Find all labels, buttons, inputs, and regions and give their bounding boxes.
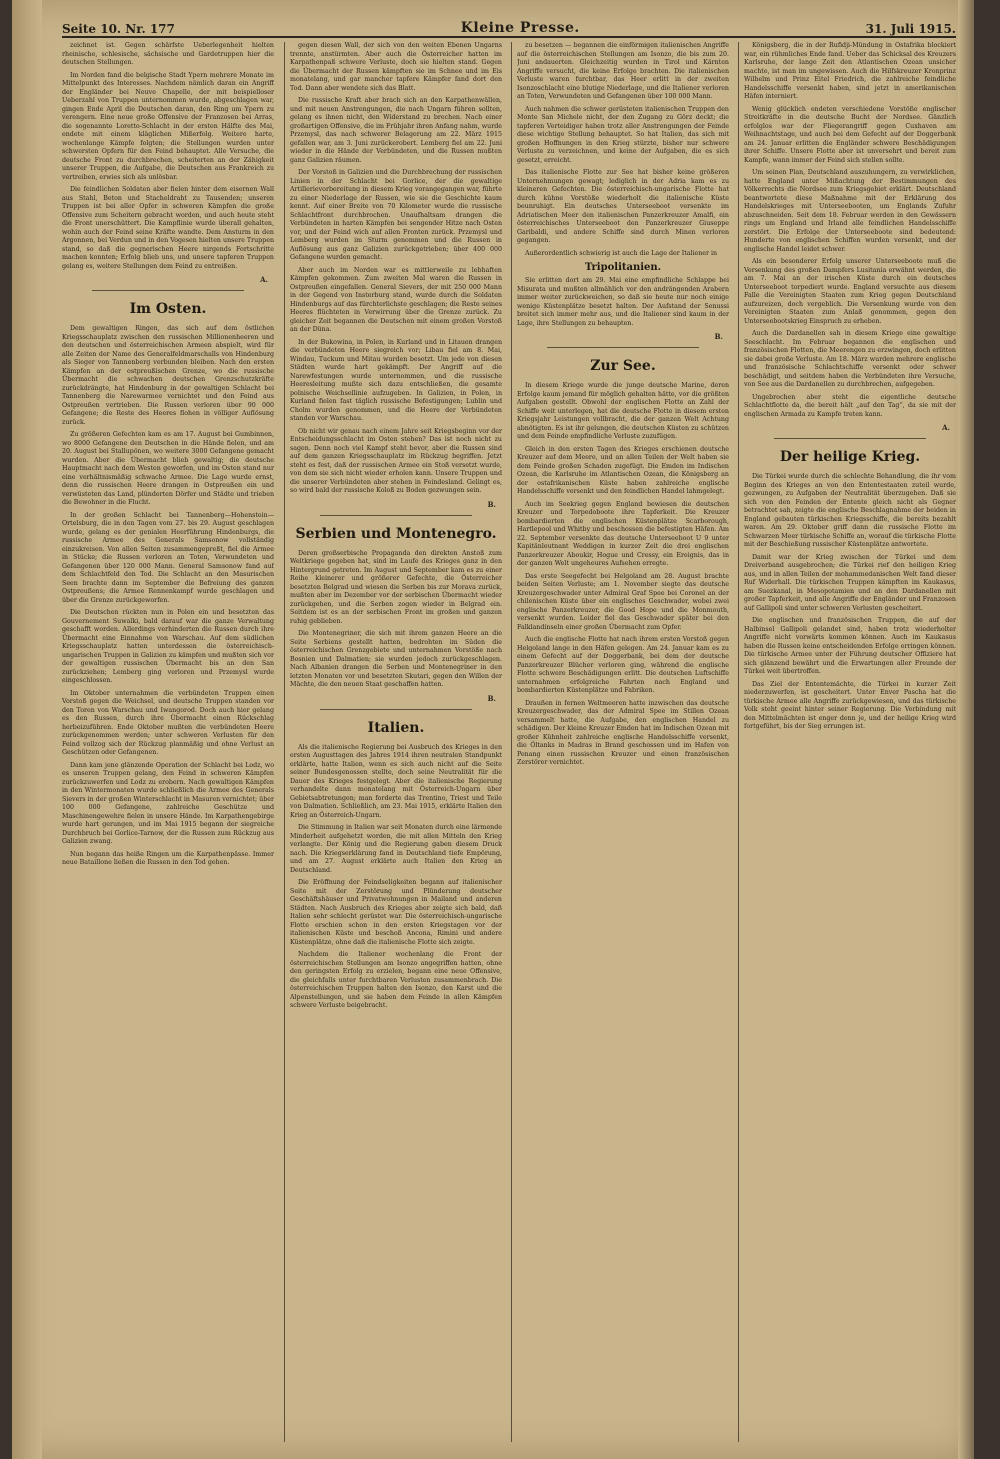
paragraph: Im Oktober unternahmen die verbündeten Truppen einen Vorstoß gegen die Weichsel, und deutsche Truppen standen vor den Toren von Warschau und Iwangorod. Doch auch hier gelang es den Russen, durch ihre Übermacht einen Rückschlag herbeizuführen. Ende Oktober mußten die verbündeten Heere zurückgenommen werden; unter schweren Verlusten für den Feind vollzog sich der Rückzug planmäßig und ohne Verlust an Geschützen oder Gefangenen. xyxy=(62,689,274,756)
paragraph: Königsberg, die in der Rufidji-Mündung in Ostafrika blockiert war, ein rühmliches Ende fand. Ueber das Schicksal des Kreuzers Karlsruhe, der lange Zeit den Atlantischen Ozean unsicher machte, ist man im ungewissen. Auch die Hilfskreuzer Kronprinz Wilhelm und Prinz Eitel Friedrich, die zahlreiche feindliche Handelsschiffe versenkt haben, sind jetzt in amerikanischen Häfen interniert. xyxy=(744,42,956,100)
author-signature: B. xyxy=(487,499,496,509)
divider xyxy=(92,290,244,291)
author-signature: B. xyxy=(714,332,723,341)
paragraph: Damit war der Krieg zwischen der Türkei und dem Dreiverband ausgebrochen; die Türkei rief den heiligen Krieg aus, und in allen Teilen der mohammedanischen Welt fand dieser Ruf Widerhall. Die türkischen Truppen kämpften im Kaukasus, am Suezkanal, in Mesopotamien und an den Dardanellen mit großer Tapferkeit, und alle Angriffe der Engländer und Franzosen auf Gallipoli sind unter schweren Verlusten gescheitert. xyxy=(744,553,956,612)
paragraph: In der großen Schlacht bei Tannenberg—Hohenstein—Ortelsburg, die in den Tagen vom 27. bis 29. August geschlagen wurde, gelang es der genialen Heerführung Hindenburgs, die russische Armee des Generals Samsonow vollständig einzukreisen. Von allen Seiten zusammengepreßt, fiel die Armee in Stücke; die Russen verloren an Toten, Verwundeten und Gefangenen über 120 000 Mann. General Samsonow fand auf dem Schlachtfeld den Tod. Die Schlacht an den Masurischen Seen brachte dann im September die Befreiung des ganzen Ostpreußens; die Armee Rennenkampf wurde geschlagen und über die Grenze zurückgeworfen. xyxy=(62,511,274,604)
paragraph: Die russische Kraft aber brach sich an den Karpathenwällen, und mit neuen Anstrengungen, die nach Ungarn führen sollten, gelang es ihnen nicht, den Widerstand zu brechen. Nach einer großartigen Offensive, die im Frühjahr ihren Anfang nahm, wurde Przemysl, das nach schwerer Belagerung am 22. März 1915 gefallen war, am 3. Juni zurückerobert. Lemberg fiel am 22. Juni wieder in die Hände der Verbündeten, und die Russen mußten ganz Galizien räumen. xyxy=(290,97,502,164)
paragraph: Außerordentlich schwierig ist auch die Lage der Italiener in xyxy=(525,249,718,257)
paragraph: Zu größeren Gefechten kam es am 17. August bei Gumbinnen, wo 8000 Gefangene den Deutschen in die Hände fielen, und am 20. August bei Stallupönen, wo weitere 3000 Gefangene gemacht wurden. Aber die Übermacht blieb gewaltig; die deutsche Hauptmacht nach dem Westen geworfen, und im Osten stand nur eine verhältnismäßig schwache Armee. Die Lage wurde ernst, denn die russischen Heere drangen in Ostpreußen ein und verwüsteten das Land, plünderten Dörfer und Städte und trieben die Bewohner in die Flucht. xyxy=(62,431,274,506)
paragraph: Nachdem die Italiener wochenlang die Front der österreichischen Stellungen am Isonzo angegriffen hatten, ohne den geringsten Erfolg zu erzielen, begann eine neue Offensive, die gleichfalls unter furchtbaren Verlusten zusammenbrach. Die österreichischen Truppen halten den Isonzo, den Karst und die Alpenstellungen, und sie haben dem Feinde in allen Kämpfen schwere Verluste beigebracht. xyxy=(290,951,502,1009)
section-heading-serbia: Serbien und Montenegro. xyxy=(295,525,497,542)
paragraph: zu besetzen — begannen die einförmigen italienischen Angriffe auf die österreichischen Stellungen am Isonzo, die bis zum 20. Juni andauerten. Gleichzeitig wurden in Tirol und Kärnten Angriffe versucht, die keine Erfolge brachten. Die italienischen Verluste waren furchtbar, das Heer erlitt in der zweiten Isonzoschlacht eine blutige Niederlage, und die Italiener verloren an Toten, Verwundeten und Gefangenen über 100 000 Mann. xyxy=(517,42,729,100)
divider xyxy=(774,438,926,439)
paragraph: Die feindlichen Soldaten aber fielen hinter dem eisernen Wall aus Stahl, Beton und Stacheldraht zu Tausenden; unseren Truppen ist bei aller Opfer in schweren Kämpfen die große Offensive zum Scheitern gebracht worden, und auch heute steht die Front unerschüttert. Die Kampflinie wurde überall gehalten, wohin auch der Feind seine Kräfte wandte. Dem Ansturm in den Argonnen, bei Verdun und in den Vogesen hielten unsere Truppen stand, so daß die gegnerischen Heere nirgends Fortschritte machen konnten; Erfolg blieb uns, und unsere tapferen Truppen gelang es, weitere Stellungen dem Feind zu entreißen. xyxy=(62,186,274,270)
divider xyxy=(320,709,472,710)
paragraph: Die Türkei wurde durch die schlechte Behandlung, die ihr vom Beginn des Krieges an von den Ententestaaten zuteil wurde, gezwungen, zu Aufgaben der Neutralität überzugehen. Daß sie sich von den Feinden der Entente gleich nicht als Gegner betrachtet sah, zeigte die englische Beschlagnahme der beiden in England gebauten türkischen Kriegsschiffe, die bereits bezahlt waren. Am 29. Oktober griff dann die russische Flotte im Schwarzen Meer türkische Schiffe an, worauf die türkische Flotte mit der Beschießung russischer Küstenplätze antwortete. xyxy=(744,473,956,548)
paragraph: Die Montenegriner, die sich mit ihrem ganzen Heere an die Seite Serbiens gestellt hatten, bedrohten im Süden die österreichischen Grenzgebiete und unternahmen Vorstöße nach Bosnien und Dalmatien; sie wurden jedoch zurückgeschlagen. Nach Albanien drangen die Serben und Montenegriner in den letzten Monaten vor und besetzten Skutari, gegen den Willen der Mächte, die den neuen Staat geschaffen hatten. xyxy=(290,630,502,688)
section-heading-holy-war: Der heilige Krieg. xyxy=(779,449,921,465)
paragraph: Deren großserbische Propaganda den direkten Anstoß zum Weltkriege gegeben hat, sind im Laufe des Krieges ganz in den Hintergrund getreten. Im August und September kam es zu einer Reihe kleinerer und größerer Gefechte, die Österreicher besetzten Belgrad und wiesen die Serben bis zur Morava zurück, mußten aber im Dezember vor der serbischen Übermacht wieder zurückgehen, und die Serben zogen wieder in Belgrad ein. Seitdem ist es an der serbischen Front im großen und ganzen ruhig geblieben. xyxy=(290,549,502,625)
paragraph: gegen diesen Wall, der sich von den weiten Ebenen Ungarns trennte, anstürmten. Aber auch die Österreicher hatten im Karpathenpaß schwere Verluste, doch sie hielten stand. Gegen die Übermacht der Russen kämpften sie im Schnee und im Eis monatelang, und gar mancher tapfere Kämpfer fand dort den Tod. Dann aber wendete sich das Blatt. xyxy=(290,42,502,92)
paragraph: Aber auch im Norden war es mittlerweile zu lebhaften Kämpfen gekommen. Zum zweiten Mal waren die Russen in Ostpreußen eingefallen. General Sievers, der mit 250 000 Mann in der Gegend von Insterburg stand, wurde durch die Soldaten Hindenburgs auf das fürchterlichste geschlagen; die Reste seines Heeres flüchteten in Verwirrung über die Grenze zurück. Zu gleicher Zeit begannen die Deutschen mit einem großen Vorstoß an der Düna. xyxy=(290,266,502,333)
divider xyxy=(547,347,699,348)
paragraph: Das erste Seegefecht bei Helgoland am 28. August brachte beiden Seiten Verluste; am 1. November siegte das deutsche Kreuzergeschwader unter Admiral Graf Spee bei Coronel an der chilenischen Küste über ein englisches Geschwader, wobei zwei englische Panzerkreuzer, die Good Hope und die Monmouth, versenkt wurden. Leider fiel das Geschwader später bei den Falklandinseln einer großen Übermacht zum Opfer. xyxy=(517,572,729,631)
column-rule xyxy=(738,42,739,1442)
newspaper-page xyxy=(12,0,974,1459)
article-columns xyxy=(62,42,956,1442)
paragraph: Das Ziel der Ententemächte, die Türkei in kurzer Zeit niederzuwerfen, ist gescheitert. Unter Enver Pascha hat die türkische Armee alle Angriffe zurückgewiesen, und das türkische Volk steht geeint hinter seiner Regierung. Die Verbindung mit den Mittelmächten ist enger denn je, und der heilige Krieg wird fortgeführt, bis der Sieg errungen ist. xyxy=(744,680,956,730)
page-number: Seite 10. Nr. 177 xyxy=(62,22,175,36)
author-signature: B. xyxy=(487,693,496,703)
paragraph: Dem gewaltigen Ringen, das sich auf dem östlichen Kriegsschauplatz zwischen den russischen Millionenheeren und den deutschen und österreichischen Armeen abspielt, wird für alle Zeiten der Name des Generalfeldmarschalls von Hindenburg als Sieger von Tannenberg verbunden bleiben. Nach den ersten Kämpfen an der ostpreußischen Grenze, wo die russische Übermacht die schwachen deutschen Grenzschutzkräfte zurückdrängte, hat Hindenburg in der gewaltigen Schlacht bei Tannenberg die Narewarmee vernichtet und den Feind aus Ostpreußen vertrieben. Die Russen verloren über 90 000 Gefangene; die Reste des Heeres flohen in völliger Auflösung zurück. xyxy=(62,325,274,426)
paragraph: Die Deutschen rückten nun in Polen ein und besetzten das Gouvernement Suwalki, bald darauf war die ganze Verwaltung geschafft worden. Allerdings verhinderten die Russen durch ihre Übermacht eine Einnahme von Warschau. Auf dem südlichen Kriegsschauplatz hatten unterdessen die österreichisch-ungarischen Truppen in Galizien zu kämpfen und mußten sich vor der gewaltigen russischen Übermacht bis an den San zurückziehen; Lemberg ging verloren und Przemysl wurde eingeschlossen. xyxy=(62,609,274,684)
paragraph: Die Eröffnung der Feindseligkeiten begann auf italienischer Seite mit der Zerstörung und Plünderung deutscher Geschäftshäuser und Privatwohnungen in Mailand und anderen Städten. Nach Ausbruch des Krieges aber zeigte sich bald, daß Italien sehr schlecht gerüstet war. Die österreichisch-ungarische Flotte erschien schon in den ersten Kriegstagen vor der italienischen Küste und beschoß Ancona, Rimini und andere Küstenplätze, ohne daß die italienische Flotte sich zeigte. xyxy=(290,879,502,946)
paragraph: Wenig glücklich endeten verschiedene Vorstöße englischer Streitkräfte in die deutsche Bucht der Nordsee. Gänzlich erfolglos war der Fliegerangriff gegen Cuxhaven am Weihnachtstage, und auch bei dem Gefecht auf der Doggerbank am 24. Januar erlitten die Engländer schwere Beschädigungen ihrer Schiffe. Unsere Flotte aber ist unversehrt und bereit zum Kampfe, wann immer der Feind sich stellen sollte. xyxy=(744,105,956,164)
binding-edge xyxy=(12,0,42,1459)
paragraph: Der Vorstoß in Galizien und die Durchbrechung der russischen Linien in der Schlacht bei Gorlice, der die gewaltige Artillerievorbereitung in diesem Krieg vorangegangen war, führte zu einer Niederlage der Russen, wie sie die Geschichte kaum kennt. Auf einer Breite von 70 Kilometer wurde die russische Schlachtfront durchbrochen. Unaufhaltsam drangen die Verbündeten in harten Kämpfen bei sengender Hitze nach Osten vor, und der Feind wich auf allen Fronten zurück. Przemysl und Lemberg wurden im Sturm genommen und die Russen in Auflösung aus ganz Galizien zurückgetrieben; über 400 000 Gefangene wurden gemacht. xyxy=(290,169,502,261)
paragraph: Gleich in den ersten Tagen des Krieges erschienen deutsche Kreuzer auf dem Meere, und an allen Teilen der Welt haben sie dem Feinde großen Schaden zugefügt. Die Emden im Indischen Ozean, die Karlsruhe im Atlantischen Ozean, die Königsberg an der ostafrikanischen Küste haben zahlreiche englische Handelsschiffe versenkt und den feindlichen Handel lahmgelegt. xyxy=(517,445,729,495)
paragraph: zeichnet ist. Gegen schärfste Ueberlegenheit hielten rheinische, schlesische, sächsische und Gardetruppen hier die deutschen Stellungen. xyxy=(62,42,274,66)
issue-date: 31. Juli 1915. xyxy=(865,22,956,36)
paragraph: Im Norden fand die belgische Stadt Ypern mehrere Monate im Mittelpunkt des Interesses. Nachdem nämlich daran ein Angriff der Engländer bei Neuve Chapelle, der mit beispielloser Ueberzahl von Truppen unternommen wurde, abgeschlagen war, gingen Ende April die Deutschen daran, den Ring um Ypern zu verengern. Eine neue große Offensive der Franzosen bei Arras, die sogenannte Loretto-Schlacht in der ersten Hälfte des Mai, endete mit einem kläglichen Mißerfolg. Weitere harte, wochenlange Kämpfe folgten; die Stellungen wurden unter schwersten Opfern für den Feind behauptet. Alle Versuche, die deutsche Front zu durchbrechen, scheiterten an der Zähigkeit unserer Truppen, die Aufgabe, die Deutschen aus Frankreich zu vertreiben, erwies sich als unlösbar. xyxy=(62,71,274,181)
section-heading-at-sea: Zur See. xyxy=(590,358,656,374)
paragraph: Auch nahmen die schwer gerüsteten italienischen Truppen den Monte San Michele nicht, der den Zugang zu Görz deckt; die tapferen Verteidiger haben trotz aller Anstrengungen der Feinde diese wichtige Stellung behauptet. So hat Italien, das sich mit großen Hoffnungen in den Krieg stürzte, bisher nur schwere Verluste zu verzeichnen, und keine der Aufgaben, die es sich gesetzt, erreicht. xyxy=(517,105,729,164)
column-2 xyxy=(290,42,502,1442)
author-signature: A. xyxy=(260,275,268,284)
subheading-tripolitania: Tripolitanien. xyxy=(584,262,662,273)
paragraph: In der Bukowina, in Polen, in Kurland und in Litauen drangen die verbündeten Heere siegreich vor; Libau fiel am 8. Mai, Windau, Tuckum und Mitau wurden besetzt. Um jede von diesen Städten wurde hart gekämpft. Der Angriff auf die Narewfestungen wurde unternommen, und die russische Heeresleitung mußte sich dazu entschließen, die gesamte polnische Weichsellinie aufzugeben. In Galizien, in Polen, in Kurland fielen fast täglich russische Befestigungen; Lublin und Cholm wurden genommen, und die Heere der Verbündeten standen vor Warschau. xyxy=(290,338,502,422)
page-header xyxy=(62,14,956,38)
paragraph: Die Stimmung in Italien war seit Monaten durch eine lärmende Minderheit aufgehetzt worden, die mit allen Mitteln den Krieg verlangte. Der König und die Regierung gaben diesem Druck nach. Die Kriegserklärung fand in Deutschland tiefe Empörung, und am 27. August erklärte auch Italien den Krieg an Deutschland. xyxy=(290,824,502,874)
paragraph: Ungebrochen aber steht die eigentliche deutsche Schlachtflotte da, die bereit hält „auf den Tag“, da sie mit der englischen Armada zu Kampfe treten kann. xyxy=(744,393,956,418)
column-4 xyxy=(744,42,956,1442)
page-right-edge xyxy=(958,0,974,1459)
paragraph: Als ein besonderer Erfolg unserer Unterseeboote muß die Versenkung des großen Dampfers Lusitania erwähnt werden, die am 7. Mai an der irischen Küste durch ein deutsches Unterseeboot torpediert wurde. England versuchte aus diesem Falle die Vereinigten Staaten zum Krieg gegen Deutschland aufzureizen, doch vergeblich. Die Versenkung wurde von den Vereinigten Staaten zum Anlaß genommen, gegen den Unterseebootskrieg Einspruch zu erheben. xyxy=(744,258,956,325)
paragraph: Ob nicht wir genau nach einem Jahre seit Kriegsbeginn vor der Entscheidungsschlacht im Osten stehen? Das ist noch nicht zu sagen. Denn noch viel Kampf steht bevor, aber die Russen sind auf dem ganzen Kriegsschauplatz im Rückzug begriffen. Jetzt steht es fest, daß der russischen Armee ein Stoß versetzt wurde, von dem sie sich nicht wieder erholen kann. Unsere Truppen und die unserer Verbündeten aber stehen in Feindesland. Gelingt es, so wird bald der russische Koloß zu Boden gezwungen sein. xyxy=(290,427,502,494)
masthead-title: Kleine Presse. xyxy=(460,20,580,36)
author-signature: A. xyxy=(942,423,950,432)
paragraph: In diesem Kriege wurde die junge deutsche Marine, deren Erfolge kaum jemand für möglich gehalten hätte, vor die größten Aufgaben gestellt. Obwohl der englischen Flotte an Zahl der Schiffe weit unterlegen, hat die deutsche Flotte in diesem ersten Kriegsjahr Leistungen vollbracht, die der ganzen Welt Achtung abnötigten. Es ist ihr gelungen, die deutschen Küsten zu schützen und dem Feinde empfindliche Verluste zuzufügen. xyxy=(517,382,729,440)
paragraph: Draußen in fernen Weltmeeren hatte inzwischen das deutsche Kreuzergeschwader, das der Admiral Spee im Stillen Ozean versammelt hatte, die Aufgabe, den englischen Handel zu schädigen. Der kleine Kreuzer Emden hat im Indischen Ozean mit großer Kühnheit zahlreiche englische Handelsschiffe versenkt, die Öltanks in Madras in Brand geschossen und im Hafen von Penang einen russischen Kreuzer und einen französischen Zerstörer vernichtet. xyxy=(517,699,729,766)
paragraph: Sie erlitten dort am 29. Mai eine empfindliche Schlappe bei Misurata und mußten allmählich vor den andrängenden Arabern immer weiter zurückweichen, so daß sie heute nur noch einige wenige Küstenplätze besetzt halten. Der Aufstand der Senussi breitet sich immer mehr aus, und die Italiener sind kaum in der Lage, ihre Stellungen zu behaupten. xyxy=(517,277,729,327)
divider xyxy=(320,515,472,516)
paragraph: Die englischen und französischen Truppen, die auf der Halbinsel Gallipoli gelandet sind, haben trotz wiederholter Angriffe nicht vorwärts kommen können. Auch im Kaukasus haben die Russen keine entscheidenden Erfolge erringen können. Die türkische Armee unter der Führung deutscher Offiziere hat sich glänzend bewährt und die Erwartungen aller Freunde der Türkei weit übertroffen. xyxy=(744,617,956,675)
column-rule xyxy=(511,42,512,1442)
paragraph: Als die italienische Regierung bei Ausbruch des Krieges in den ersten Augusttagen des Jahres 1914 ihren neutralen Standpunkt erklärte, hatte Italien, wenn es sich auch nicht auf die Seite seiner Bundesgenossen stellte, doch seine Neutralität für die Dauer des Krieges festgelegt. Aber die italienische Regierung verhandelte dann monatelang mit Österreich-Ungarn über Gebietsabtretungen; man forderte das Trentino, Triest und Teile von Dalmatien. Schließlich, am 23. Mai 1915, erklärte Italien den Krieg an Österreich-Ungarn. xyxy=(290,743,502,819)
column-1 xyxy=(62,42,274,1442)
paragraph: Um seinen Plan, Deutschland auszuhungern, zu verwirklichen, hatte England unter Mißachtung der Bestimmungen des Völkerrechts die Nordsee zum Kriegsgebiet erklärt. Deutschland beantwortete diese Maßnahme mit der Erklärung des Handelskrieges mit Unterseebooten, um Englands Zufuhr abzuschneiden. Seit dem 18. Februar werden in den Gewässern rings um England und Irland alle feindlichen Handelsschiffe zerstört. Die Erfolge der Unterseeboote sind bedeutend: Hunderte von englischen Schiffen wurden versenkt, und der englische Handel leidet schwer. xyxy=(744,169,956,253)
column-rule xyxy=(284,42,285,1442)
section-heading-italy: Italien. xyxy=(367,719,425,736)
paragraph: Dann kam jene glänzende Operation der Schlacht bei Lodz, wo es unseren Truppen gelang, den Feind in schweren Kämpfen zurückzuwerfen und Lodz zu erobern. Nach gewaltigen Kämpfen in den Wintermonaten wurde schließlich die Armee des Generals Sievers in der großen Winterschlacht in Masuren vernichtet; über 100 000 Gefangene, zahlreiche Geschütze und Maschinengewehre fielen in unsere Hände. Im Karpathengebirge wurde hart gerungen, und im Mai 1915 begann der siegreiche Durchbruch bei Gorlice-Tarnow, der die Russen zum Rückzug aus Galizien zwang. xyxy=(62,761,274,845)
paragraph: Auch im Seekrieg gegen England bewiesen die deutschen Kreuzer und Torpedoboote ihre Tapferkeit. Die Kreuzer bombardierten die englischen Küstenplätze Scarborough, Hartlepool und Whitby und beschossen die befestigten Häfen. Am 22. September versenkte das deutsche Unterseeboot U 9 unter Kapitänleutnant Weddigen in kurzer Zeit die drei englischen Panzerkreuzer Aboukir, Hogue und Cressy, ein Ereignis, das in der ganzen Welt ungeheures Aufsehen erregte. xyxy=(517,500,729,567)
column-3 xyxy=(517,42,729,1442)
paragraph: Das italienische Flotte zur See hat bisher keine größeren Unternehmungen gewagt; lediglich in der Adria kam es zu kleineren Gefechten. Die österreichisch-ungarische Flotte hat durch kühne Vorstöße wiederholt die italienische Küste beunruhigt. Ein deutsches Unterseeboot versenkte im Adriatischen Meer den italienischen Panzerkreuzer Amalfi, ein österreichisches Unterseeboot den Panzerkreuzer Giuseppe Garibaldi, und andere Schiffe sind durch Minen verloren gegangen. xyxy=(517,169,729,244)
section-heading-east: Im Osten. xyxy=(129,301,207,317)
paragraph: Auch die Dardanellen sah in diesem Kriege eine gewaltige Seeschlacht. Im Februar begannen die englischen und französischen Flotten, die Meerengen zu erzwingen, doch erlitten sie dabei große Verluste. Am 18. März wurden mehrere englische und französische Schlachtschiffe versenkt oder schwer beschädigt, und seitdem haben die Verbündeten ihre Versuche, von See aus die Dardanellen zu durchbrechen, aufgegeben. xyxy=(744,330,956,388)
paragraph: Auch die englische Flotte hat nach ihrem ersten Vorstoß gegen Helgoland lange in den Häfen gelegen. Am 24. Januar kam es zu einem Gefecht auf der Doggerbank, bei dem der deutsche Panzerkreuzer Blücher verloren ging, während die englische Flotte schwere Beschädigungen erlitt. Die deutschen Luftschiffe unternahmen erfolgreiche Fahrten nach England und bombardierten Küstenplätze und Fabriken. xyxy=(517,636,729,694)
paragraph: Nun begann das heiße Ringen um die Karpathenpässe. Immer neue Bataillone ließen die Russen in den Tod gehen. xyxy=(62,850,274,866)
